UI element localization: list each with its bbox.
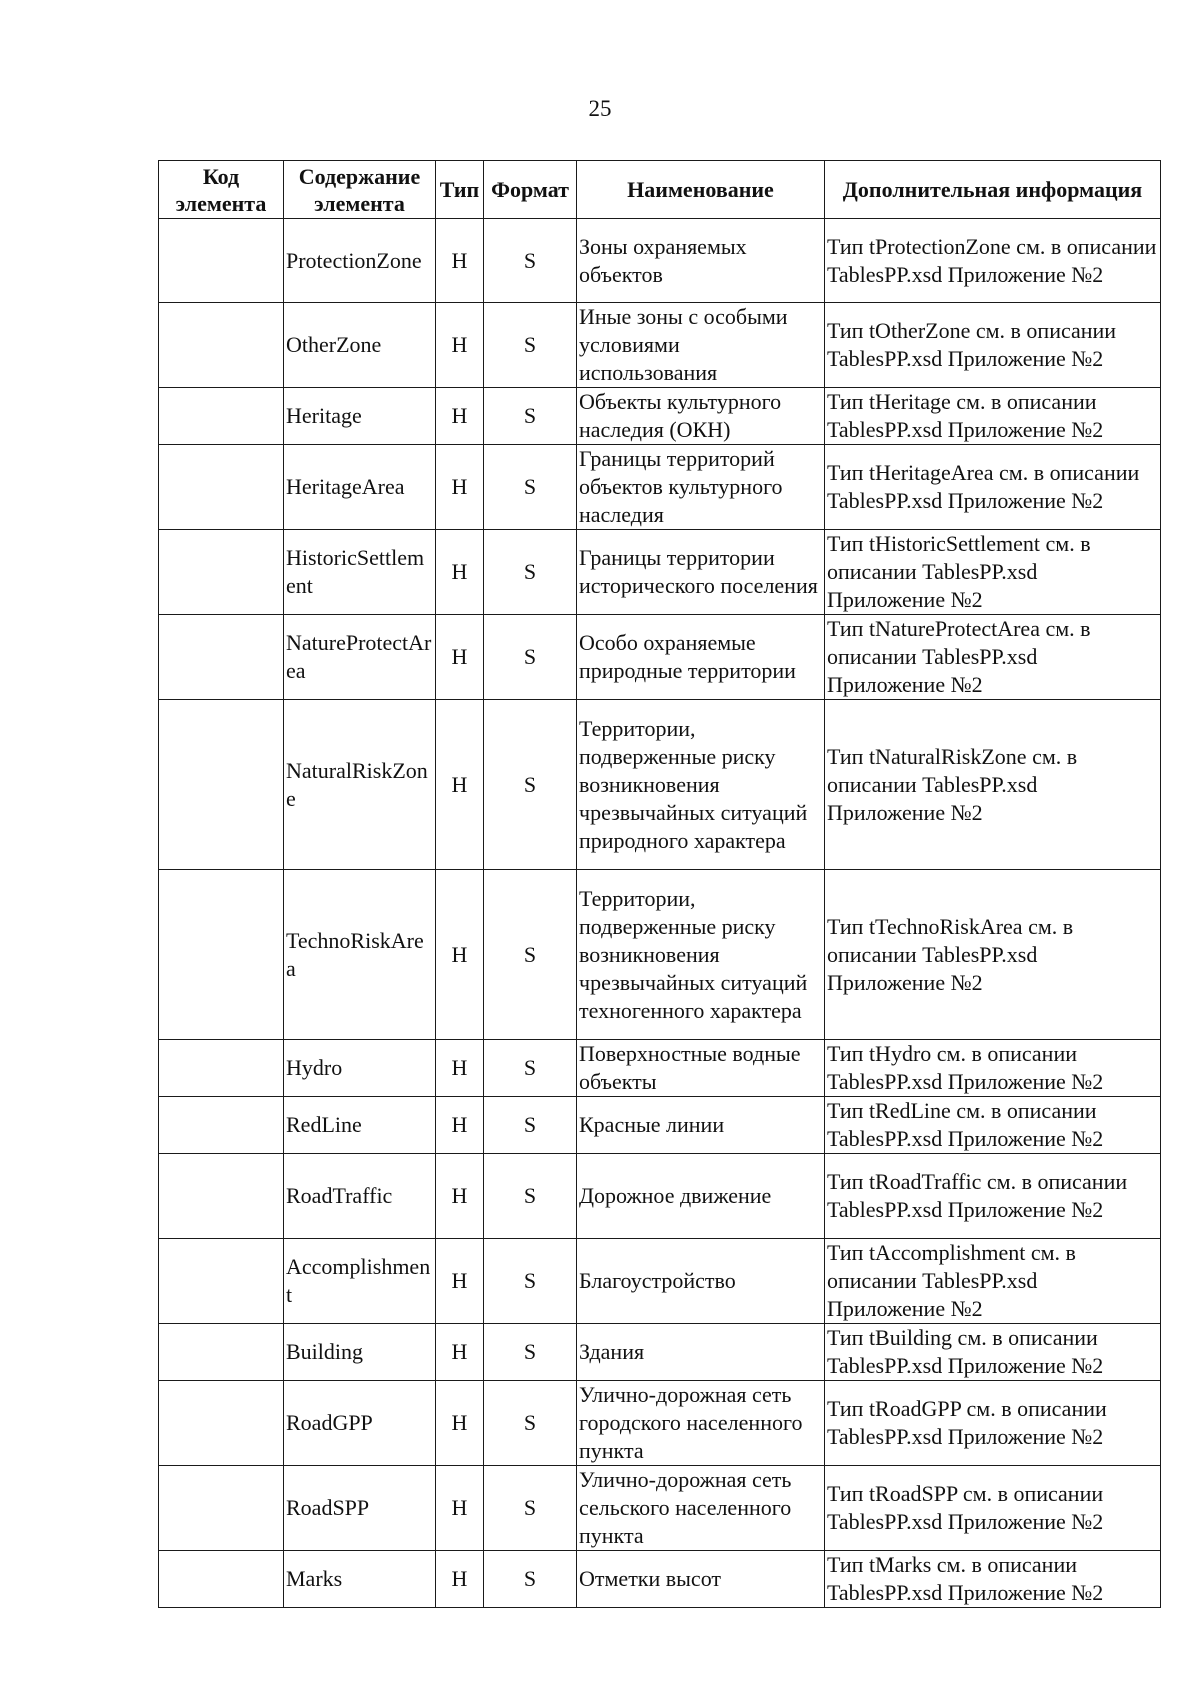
- cell-content: ProtectionZone: [284, 219, 436, 303]
- column-header-type: Тип: [436, 161, 484, 219]
- cell-code: [159, 1466, 284, 1551]
- table-row: [159, 1381, 1161, 1466]
- cell-content: Hydro: [284, 1040, 436, 1097]
- cell-name: Территории, подверженные риску возникновения чрезвычайных ситуаций природного характера: [577, 700, 825, 870]
- cell-name: Особо охраняемые природные территории: [577, 615, 825, 700]
- cell-info: Тип tHeritage см. в описании TablesPP.xsd Приложение №2: [825, 388, 1161, 445]
- cell-name: Зоны охраняемых объектов: [577, 219, 825, 303]
- table-row: [159, 530, 1161, 615]
- table-row: [159, 700, 1161, 870]
- cell-info: Тип tHydro см. в описании TablesPP.xsd Приложение №2: [825, 1040, 1161, 1097]
- cell-type: H: [436, 1040, 484, 1097]
- table-row: [159, 615, 1161, 700]
- cell-format: S: [484, 530, 577, 615]
- element-spec-table: [158, 160, 1161, 1608]
- cell-format: S: [484, 700, 577, 870]
- cell-format: S: [484, 303, 577, 388]
- cell-type: H: [436, 1239, 484, 1324]
- cell-type: H: [436, 615, 484, 700]
- cell-name: Благоустройство: [577, 1239, 825, 1324]
- cell-content: Heritage: [284, 388, 436, 445]
- column-header-format: Формат: [484, 161, 577, 219]
- cell-code: [159, 1381, 284, 1466]
- cell-content: Accomplishment: [284, 1239, 436, 1324]
- cell-code: [159, 700, 284, 870]
- table-row: [159, 219, 1161, 303]
- cell-name: Территории, подверженные риску возникновения чрезвычайных ситуаций техногенного характера: [577, 870, 825, 1040]
- table-row: [159, 1154, 1161, 1239]
- cell-type: H: [436, 530, 484, 615]
- cell-name: Отметки высот: [577, 1551, 825, 1608]
- cell-info: Тип tAccomplishment см. в описании TablesPP.xsd Приложение №2: [825, 1239, 1161, 1324]
- cell-info: Тип tRoadSPP см. в описании TablesPP.xsd Приложение №2: [825, 1466, 1161, 1551]
- cell-format: S: [484, 1381, 577, 1466]
- cell-code: [159, 1239, 284, 1324]
- cell-code: [159, 530, 284, 615]
- cell-type: H: [436, 1097, 484, 1154]
- cell-code: [159, 1154, 284, 1239]
- cell-type: H: [436, 303, 484, 388]
- cell-name: Границы территории исторического поселения: [577, 530, 825, 615]
- cell-info: Тип tOtherZone см. в описании TablesPP.xsd Приложение №2: [825, 303, 1161, 388]
- cell-code: [159, 388, 284, 445]
- cell-content: TechnoRiskArea: [284, 870, 436, 1040]
- column-header-content: Содержание элемента: [284, 161, 436, 219]
- cell-name: Поверхностные водные объекты: [577, 1040, 825, 1097]
- cell-format: S: [484, 219, 577, 303]
- page-number: 25: [588, 96, 612, 121]
- table-row: [159, 1040, 1161, 1097]
- cell-name: Улично-дорожная сеть сельского населенного пункта: [577, 1466, 825, 1551]
- cell-info: Тип tRoadGPP см. в описании TablesPP.xsd Приложение №2: [825, 1381, 1161, 1466]
- cell-code: [159, 219, 284, 303]
- cell-format: S: [484, 445, 577, 530]
- column-header-code: Код элемента: [159, 161, 284, 219]
- cell-code: [159, 1097, 284, 1154]
- cell-type: H: [436, 870, 484, 1040]
- table-row: [159, 388, 1161, 445]
- cell-type: H: [436, 1324, 484, 1381]
- cell-content: HeritageArea: [284, 445, 436, 530]
- cell-info: Тип tMarks см. в описании TablesPP.xsd Приложение №2: [825, 1551, 1161, 1608]
- table-row: [159, 1551, 1161, 1608]
- table-row: [159, 1239, 1161, 1324]
- cell-content: NaturalRiskZone: [284, 700, 436, 870]
- table-row: [159, 303, 1161, 388]
- cell-format: S: [484, 1551, 577, 1608]
- cell-name: Улично-дорожная сеть городского населенного пункта: [577, 1381, 825, 1466]
- cell-name: Объекты культурного наследия (ОКН): [577, 388, 825, 445]
- table-row: [159, 445, 1161, 530]
- cell-content: RedLine: [284, 1097, 436, 1154]
- cell-code: [159, 1040, 284, 1097]
- cell-code: [159, 1324, 284, 1381]
- cell-name: Границы территорий объектов культурного наследия: [577, 445, 825, 530]
- cell-info: Тип tNaturalRiskZone см. в описании TablesPP.xsd Приложение №2: [825, 700, 1161, 870]
- cell-info: Тип tProtectionZone см. в описании TablesPP.xsd Приложение №2: [825, 219, 1161, 303]
- table-row: [159, 870, 1161, 1040]
- column-header-info: Дополнительная информация: [825, 161, 1161, 219]
- cell-code: [159, 445, 284, 530]
- cell-info: Тип tTechnoRiskArea см. в описании TablesPP.xsd Приложение №2: [825, 870, 1161, 1040]
- cell-type: H: [436, 1154, 484, 1239]
- cell-name: Дорожное движение: [577, 1154, 825, 1239]
- cell-type: H: [436, 1551, 484, 1608]
- cell-name: Иные зоны с особыми условиями использования: [577, 303, 825, 388]
- cell-name: Красные линии: [577, 1097, 825, 1154]
- table-header-row: [159, 161, 1161, 219]
- cell-type: H: [436, 219, 484, 303]
- cell-format: S: [484, 870, 577, 1040]
- cell-type: H: [436, 700, 484, 870]
- cell-type: H: [436, 388, 484, 445]
- table-row: [159, 1466, 1161, 1551]
- cell-code: [159, 1551, 284, 1608]
- cell-content: Marks: [284, 1551, 436, 1608]
- cell-code: [159, 870, 284, 1040]
- cell-format: S: [484, 1239, 577, 1324]
- cell-code: [159, 615, 284, 700]
- cell-content: OtherZone: [284, 303, 436, 388]
- cell-format: S: [484, 1040, 577, 1097]
- cell-format: S: [484, 1324, 577, 1381]
- cell-content: HistoricSettlement: [284, 530, 436, 615]
- cell-info: Тип tNatureProtectArea см. в описании TablesPP.xsd Приложение №2: [825, 615, 1161, 700]
- cell-content: Building: [284, 1324, 436, 1381]
- cell-format: S: [484, 1466, 577, 1551]
- cell-info: Тип tHeritageArea см. в описании TablesPP.xsd Приложение №2: [825, 445, 1161, 530]
- cell-content: RoadGPP: [284, 1381, 436, 1466]
- table-row: [159, 1097, 1161, 1154]
- cell-info: Тип tRedLine см. в описании TablesPP.xsd Приложение №2: [825, 1097, 1161, 1154]
- cell-info: Тип tRoadTraffic см. в описании TablesPP.xsd Приложение №2: [825, 1154, 1161, 1239]
- cell-content: RoadTraffic: [284, 1154, 436, 1239]
- cell-format: S: [484, 1097, 577, 1154]
- table-row: [159, 1324, 1161, 1381]
- cell-type: H: [436, 1466, 484, 1551]
- cell-code: [159, 303, 284, 388]
- cell-content: RoadSPP: [284, 1466, 436, 1551]
- cell-info: Тип tHistoricSettlement см. в описании TablesPP.xsd Приложение №2: [825, 530, 1161, 615]
- cell-type: H: [436, 445, 484, 530]
- cell-info: Тип tBuilding см. в описании TablesPP.xsd Приложение №2: [825, 1324, 1161, 1381]
- cell-format: S: [484, 388, 577, 445]
- cell-format: S: [484, 615, 577, 700]
- cell-type: H: [436, 1381, 484, 1466]
- cell-content: NatureProtectArea: [284, 615, 436, 700]
- column-header-name: Наименование: [577, 161, 825, 219]
- cell-format: S: [484, 1154, 577, 1239]
- cell-name: Здания: [577, 1324, 825, 1381]
